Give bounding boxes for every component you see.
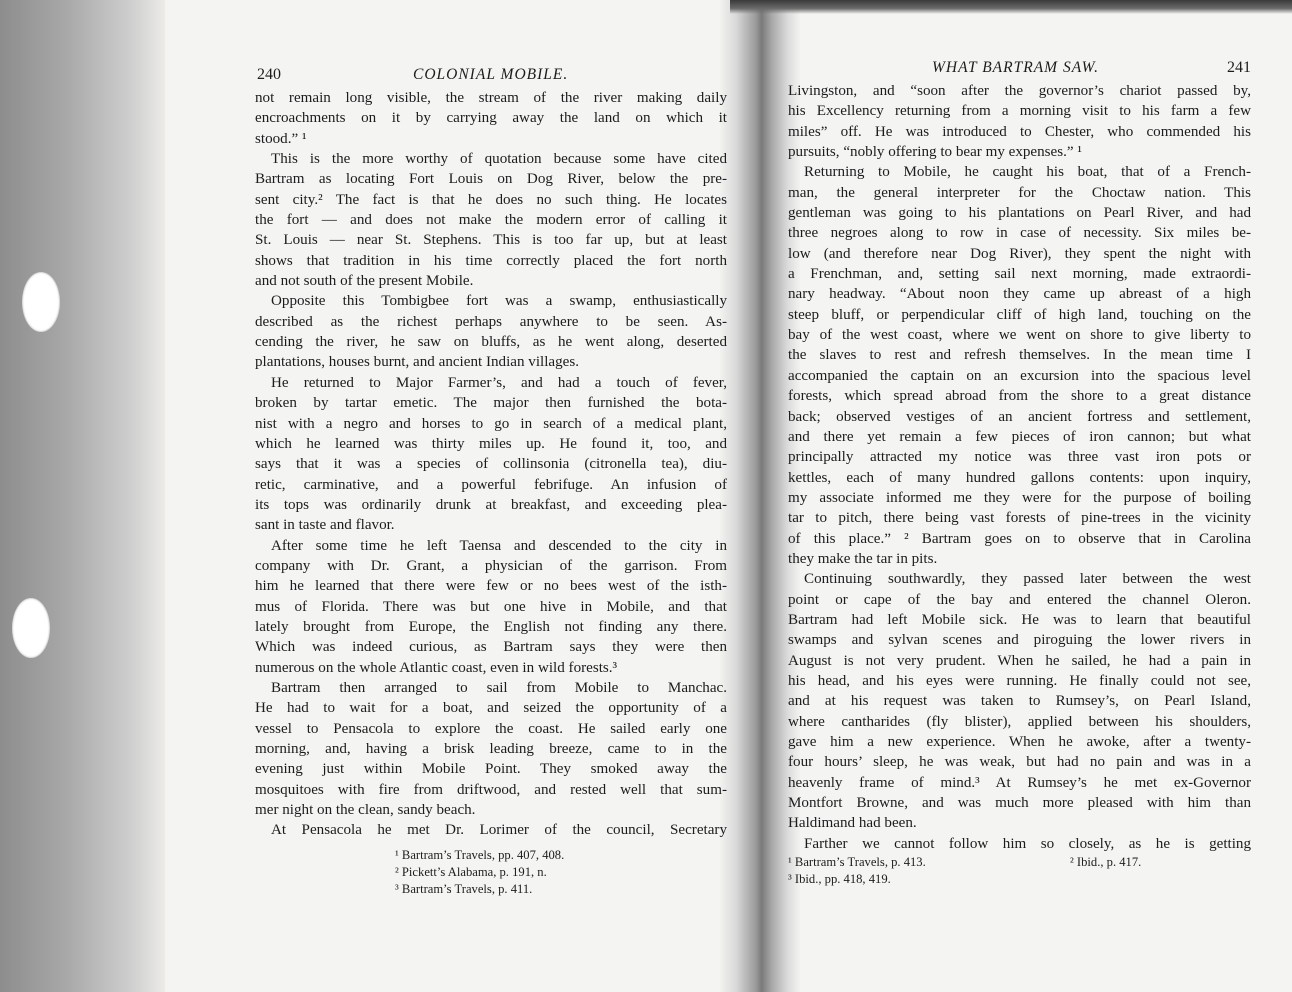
text-line: Bartram as locating Fort Louis on Dog River, below the pre- bbox=[255, 171, 727, 188]
text-line: four hours’ sleep, he was weak, but had no pain and was in a bbox=[788, 754, 1251, 771]
text-line: cending the river, he saw on bluffs, as he went along, deserted bbox=[255, 334, 727, 351]
text-line: At Pensacola he met Dr. Lorimer of the council, Secretary bbox=[271, 822, 727, 839]
text-line: mus of Florida. There was but one hive in Mobile, and that bbox=[255, 598, 727, 615]
text-line: Bartram had left Mobile sick. He was to learn that beautiful bbox=[788, 611, 1251, 628]
text-line: He returned to Major Farmer’s, and had a touch of fever, bbox=[271, 374, 727, 391]
left-footnotes bbox=[255, 847, 727, 898]
footnote: ³ Ibid., pp. 418, 419. bbox=[788, 872, 891, 887]
right-running-title: WHAT BARTRAM SAW. bbox=[932, 59, 1099, 76]
text-line: his Excellency returning from a morning visit to his farm a few bbox=[788, 103, 1251, 120]
text-line: accompanied the captain on an excursion into the spacious level bbox=[788, 367, 1251, 384]
text-line: they make the tar in pits. bbox=[788, 550, 938, 567]
text-line: of this place.” ² Bartram goes on to observe that in Carolina bbox=[788, 530, 1251, 547]
left-running-head bbox=[255, 62, 727, 88]
text-line: and at his request was taken to Rumsey’s, on Pearl Island, bbox=[788, 693, 1251, 710]
text-line: plantations, houses burnt, and ancient Indian villages. bbox=[255, 354, 580, 371]
text-line: bay of the west coast, where we went on shore to give liberty to bbox=[788, 327, 1251, 344]
footnote: ³ Bartram’s Travels, p. 411. bbox=[395, 881, 533, 896]
text-line: broken by tartar emetic. The major then furnished the bota- bbox=[255, 395, 727, 412]
text-line: gentleman was going to his plantations on Pearl River, and had bbox=[788, 205, 1251, 222]
text-line: a Frenchman, and, setting sail next morning, made extraordi- bbox=[788, 266, 1251, 283]
text-line: Bartram then arranged to sail from Mobile to Manchac. bbox=[271, 679, 727, 696]
text-line: nist with a negro and horses to go in search of a medical plant, bbox=[255, 415, 727, 432]
left-page bbox=[255, 62, 727, 898]
right-footnotes bbox=[788, 854, 1251, 888]
text-line: Livingston, and “soon after the governor’s chariot passed by, bbox=[788, 83, 1251, 99]
text-line: morning, and, having a brisk leading breeze, came to in the bbox=[255, 741, 727, 757]
left-page-number: 240 bbox=[257, 66, 281, 83]
scan-left-edge-shadow bbox=[0, 0, 165, 992]
text-line: retic, carminative, and a powerful febrifuge. An infusion of bbox=[255, 476, 727, 493]
text-line: Which was indeed curious, as Bartram says they were then bbox=[255, 639, 727, 656]
text-line: Returning to Mobile, he caught his boat, that of a French- bbox=[804, 164, 1251, 181]
text-line: back; observed vestiges of an ancient fortress and settlement, bbox=[788, 408, 1251, 425]
text-line: tar to pitch, there being vast forests of pine-trees in the vicinity bbox=[788, 510, 1251, 527]
text-line: steep bluff, or perpendicular cliff of high land, touching on the bbox=[788, 306, 1251, 323]
text-line: man, the general interpreter for the Choctaw nation. This bbox=[788, 184, 1251, 201]
text-line: Continuing southwardly, they passed later between the west bbox=[804, 571, 1251, 588]
text-line: the slaves to rest and refresh themselves. In the mean time I bbox=[788, 347, 1251, 364]
footnote: ¹ Bartram’s Travels, p. 413. bbox=[788, 855, 926, 870]
text-line: St. Louis — near St. Stephens. This is too far up, but at least bbox=[255, 232, 727, 249]
text-line: shows that tradition in his time correctly placed the fort north bbox=[255, 252, 727, 269]
text-line: stood.” ¹ bbox=[255, 130, 307, 147]
text-line: which he learned was thirty miles up. He found it, too, and bbox=[255, 435, 727, 452]
text-line: his head, and his eyes were running. He finally could not see, bbox=[788, 672, 1251, 689]
text-line: August is not very prudent. When he sailed, he had a pain in bbox=[788, 652, 1251, 669]
left-running-title: COLONIAL MOBILE. bbox=[413, 66, 569, 83]
text-line: Montfort Browne, and was much more pleased with him than bbox=[788, 795, 1251, 812]
text-line: mosquitoes with fire from driftwood, and rested well that sum- bbox=[255, 781, 727, 798]
right-running-head bbox=[788, 55, 1251, 81]
text-line: him he learned that there were few or no bees west of the isth- bbox=[255, 578, 727, 595]
text-line: miles” off. He was introduced to Chester, who commended his bbox=[788, 123, 1251, 140]
text-line: swamps and sylvan scenes and piroguing the lower rivers in bbox=[788, 632, 1251, 649]
text-line: principally attracted my notice was three vast iron pots or bbox=[788, 449, 1251, 466]
text-line: He had to wait for a boat, and seized the opportunity of a bbox=[255, 700, 727, 717]
text-line: forests, which spread abroad from the shore to a great distance bbox=[788, 388, 1251, 405]
text-line: three negroes along to row in case of necessity. Six miles be- bbox=[788, 225, 1251, 242]
text-line: evening just within Mobile Point. They smoked away the bbox=[255, 761, 727, 778]
footnote: ² Ibid., p. 417. bbox=[1070, 855, 1142, 870]
text-line: says that it was a species of collinsonia (citronella tea), diu- bbox=[255, 456, 727, 473]
text-line: Opposite this Tombigbee fort was a swamp, enthusiastically bbox=[271, 293, 727, 310]
text-line: This is the more worthy of quotation because some have cited bbox=[271, 151, 727, 168]
text-line: not remain long visible, the stream of the river making daily bbox=[255, 90, 727, 106]
text-line: the fort — and does not make the modern error of calling it bbox=[255, 212, 727, 229]
text-line: my associate informed me they were for the purpose of boiling bbox=[788, 489, 1251, 506]
text-line: low (and therefore near Dog River), they spent the night with bbox=[788, 245, 1251, 262]
text-line: point or cape of the bay and entered the channel Oleron. bbox=[788, 591, 1251, 608]
text-line: nary headway. “About noon they came up abreast of a high bbox=[788, 286, 1251, 303]
text-line: Farther we cannot follow him so closely, as he is getting bbox=[804, 835, 1251, 852]
text-line: company with Dr. Grant, a physician of the garrison. From bbox=[255, 557, 727, 574]
footnote: ¹ Bartram’s Travels, pp. 407, 408. bbox=[395, 847, 565, 862]
text-line: pursuits, “nobly offering to bear my expenses.” ¹ bbox=[788, 144, 1082, 161]
text-line: lately brought from Europe, the English not finding any there. bbox=[255, 618, 727, 635]
text-line: heavenly frame of mind.³ At Rumsey’s he met ex-Governor bbox=[788, 774, 1251, 791]
text-line: described as the richest perhaps anywhere to be seen. As- bbox=[255, 313, 727, 330]
text-line: Haldimand had been. bbox=[788, 815, 917, 832]
right-page-number: 241 bbox=[1227, 59, 1251, 76]
punch-hole-upper bbox=[22, 272, 60, 332]
text-line: where cantharides (fly blister), applied between his shoulders, bbox=[788, 713, 1251, 730]
text-line: mer night on the clean, sandy beach. bbox=[255, 802, 476, 819]
text-line: numerous on the whole Atlantic coast, even in wild forests.³ bbox=[255, 659, 618, 676]
text-line: kettles, each of many hundred gallons contents: upon inquiry, bbox=[788, 469, 1251, 486]
right-body-text bbox=[788, 81, 1251, 854]
text-line: its tops was ordinarily drunk at breakfast, and exceeding plea- bbox=[255, 496, 727, 513]
footnote-row bbox=[788, 854, 1251, 871]
left-body-text bbox=[255, 88, 727, 841]
footnote: ² Pickett’s Alabama, p. 191, n. bbox=[395, 864, 547, 879]
text-line: encroachments on it by carrying away the land on which it bbox=[255, 110, 727, 127]
text-line: gave him a new experience. When he awoke, after a twenty- bbox=[788, 734, 1251, 750]
scan-top-edge-shadow bbox=[730, 0, 1292, 14]
text-line: vessel to Pensacola to explore the coast. He sailed early one bbox=[255, 720, 727, 737]
text-line: sent city.² The fact is that he does no such thing. He locates bbox=[255, 191, 727, 208]
text-line: and not south of the present Mobile. bbox=[255, 273, 474, 290]
text-line: sant in taste and flavor. bbox=[255, 517, 395, 534]
text-line: After some time he left Taensa and descended to the city in bbox=[271, 537, 727, 554]
right-page bbox=[788, 55, 1251, 888]
punch-hole-lower bbox=[12, 598, 50, 658]
text-line: and there yet remain a few pieces of iron cannon; but what bbox=[788, 428, 1251, 445]
